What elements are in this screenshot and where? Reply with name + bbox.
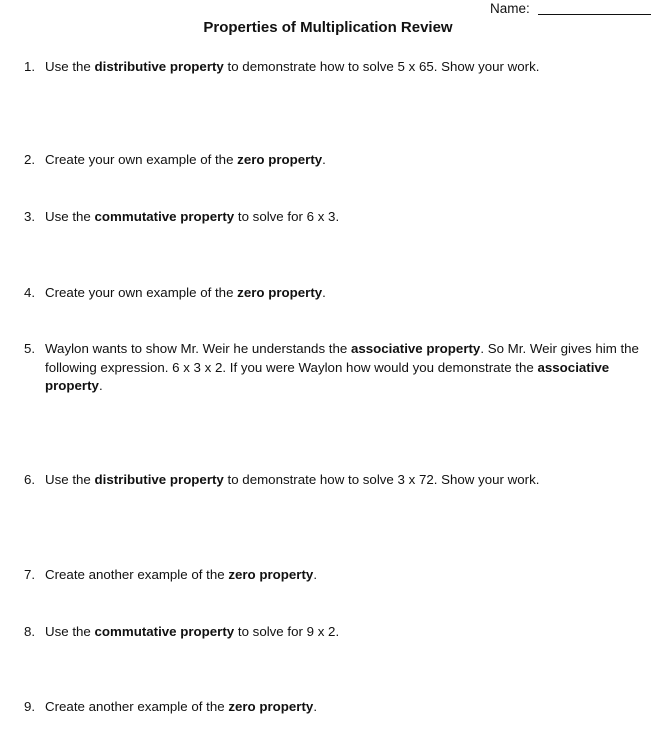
question-6: [24, 471, 649, 490]
question-number: 6.: [24, 472, 36, 487]
question-number: 1.: [24, 59, 36, 74]
property-term: zero property: [228, 567, 314, 582]
question-number: 2.: [24, 152, 36, 167]
question-4: [24, 284, 649, 303]
question-text: [45, 698, 649, 717]
question-text: [45, 566, 649, 585]
question-text: [45, 623, 649, 642]
question-number: 3.: [24, 209, 36, 224]
question-1: [24, 58, 649, 77]
question-text-post: to demonstrate how to solve 3 x 72. Show your work.: [223, 472, 540, 487]
question-2: [24, 151, 649, 170]
question-text-pre: Create another example of the: [45, 699, 229, 714]
question-text-post: .: [322, 285, 326, 300]
question-3: [24, 208, 649, 227]
property-term: zero property: [237, 285, 323, 300]
name-blank-line[interactable]: [538, 14, 651, 15]
question-text-post: .: [322, 152, 326, 167]
question-text-post: to solve for 6 x 3.: [234, 209, 340, 224]
question-number: 8.: [24, 624, 36, 639]
question-8: [24, 623, 649, 642]
name-label: Name:: [490, 1, 530, 16]
question-text-post: .: [313, 567, 318, 582]
question-text-post: to solve for 9 x 2.: [234, 624, 340, 639]
question-9: [24, 698, 649, 717]
question-text-post: . So Mr. Weir gives him the following expression. 6 x 3 x 2. If you were Waylon how would you demonstrate the: [45, 341, 639, 375]
question-text-pre: Create your own example of the: [45, 152, 238, 167]
question-5: [24, 340, 649, 396]
question-number: 7.: [24, 567, 36, 582]
question-text: [45, 340, 649, 396]
question-text-pre: Use the: [45, 624, 95, 639]
question-text-pre: Create your own example of the: [45, 285, 238, 300]
property-term: distributive property: [94, 472, 224, 487]
question-number: 9.: [24, 699, 36, 714]
property-term: associative property: [350, 341, 481, 356]
question-number: 4.: [24, 285, 36, 300]
question-text-pre: Use the: [45, 59, 95, 74]
question-text-post: .: [313, 699, 318, 714]
question-text-end: .: [98, 378, 103, 393]
property-term: distributive property: [94, 59, 224, 74]
question-text-post: to demonstrate how to solve 5 x 65. Show your work.: [223, 59, 540, 74]
question-7: [24, 566, 649, 585]
question-text-pre: Use the: [45, 209, 95, 224]
property-term: associative property: [45, 359, 610, 393]
question-text-pre: Waylon wants to show Mr. Weir he understands the: [45, 341, 351, 356]
property-term: commutative property: [94, 209, 235, 224]
question-text: [45, 58, 649, 77]
property-term: zero property: [237, 152, 323, 167]
question-text: [45, 471, 649, 490]
question-text: [45, 151, 649, 170]
page-title: Properties of Multiplication Review: [203, 19, 453, 36]
property-term: commutative property: [94, 624, 235, 639]
property-term: zero property: [228, 699, 314, 714]
question-text-pre: Create another example of the: [45, 567, 229, 582]
question-text: [45, 208, 649, 227]
question-text: [45, 284, 649, 303]
question-number: 5.: [24, 341, 36, 356]
question-text-pre: Use the: [45, 472, 95, 487]
